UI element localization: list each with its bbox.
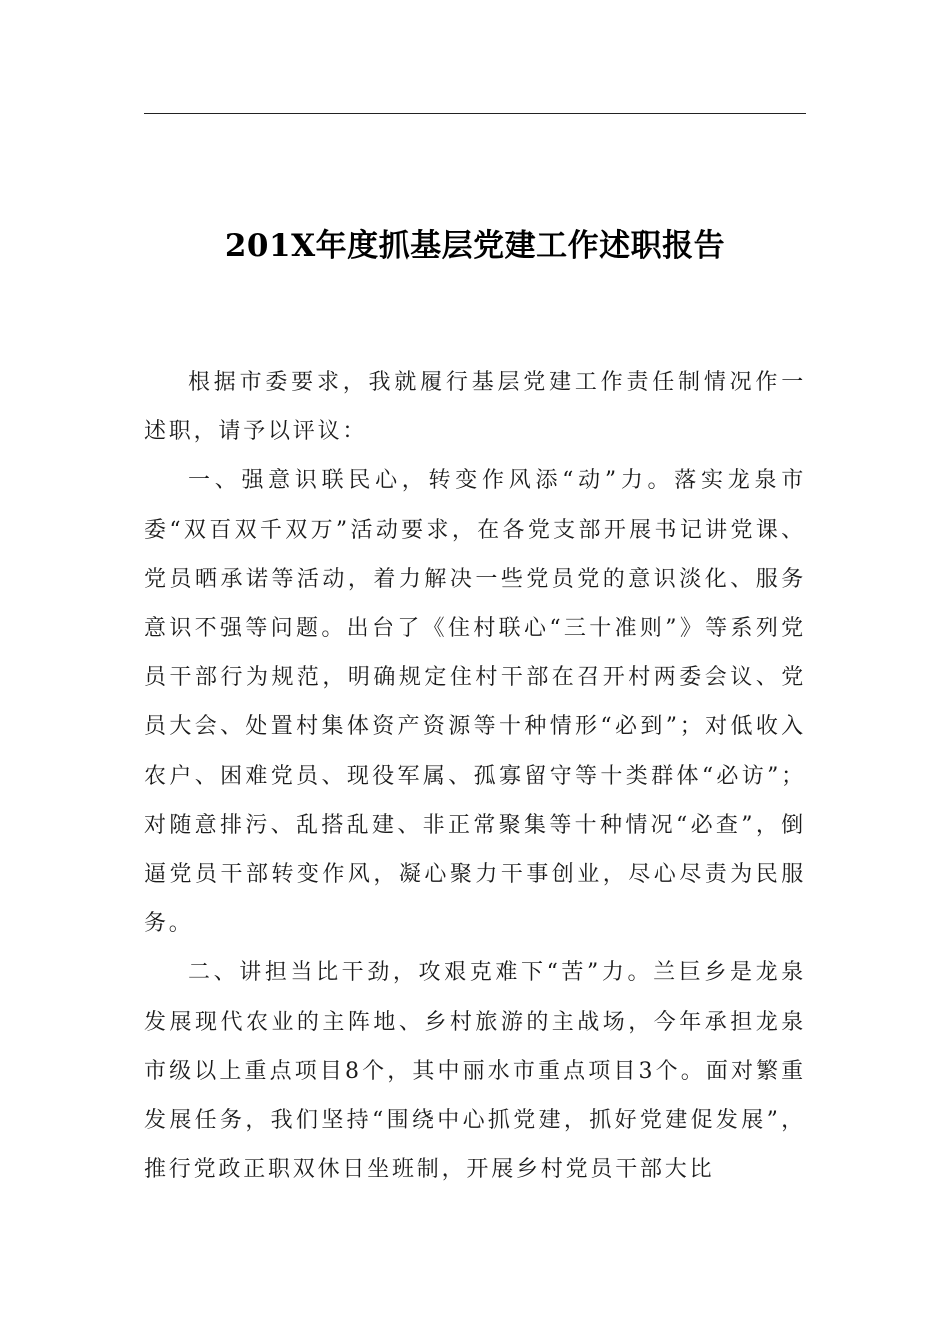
- header-rule: [144, 113, 806, 114]
- paragraph-intro: 根据市委要求，我就履行基层党建工作责任制情况作一述职，请予以评议：: [144, 370, 806, 445]
- paragraph-section-one: 一、强意识联民心，转变作风添“动”力。落实龙泉市委“双百双千双万”活动要求，在各党支部开展书记讲党课、党员晒承诺等活动，着力解决一些党员党的意识淡化、服务意识不强等问题。出台了《住村联心“三十准则”》等系列党员干部行为规范，明确规定住村干部在召开村两委会议、党员大会、处置村集体资产资源等十种情形“必到”；对低收入农户、困难党员、现役军属、孤寡留守等十类群体“必访”；对随意排污、乱搭乱建、非正常聚集等十种情况“必查”，倒逼党员干部转变作风，凝心聚力干事创业，尽心尽责为民服务。: [144, 468, 806, 937]
- document-title: 201X年度抓基层党建工作述职报告: [224, 227, 726, 264]
- paragraph-section-two: 二、讲担当比干劲，攻艰克难下“苦”力。兰巨乡是龙泉发展现代农业的主阵地、乡村旅游的主战场，今年承担龙泉市级以上重点项目8个，其中丽水市重点项目3个。面对繁重发展任务，我们坚持“围绕中心抓党建，抓好党建促发展”，推行党政正职双休日坐班制，开展乡村党员干部大比: [144, 960, 806, 1183]
- document-body: [144, 358, 806, 1194]
